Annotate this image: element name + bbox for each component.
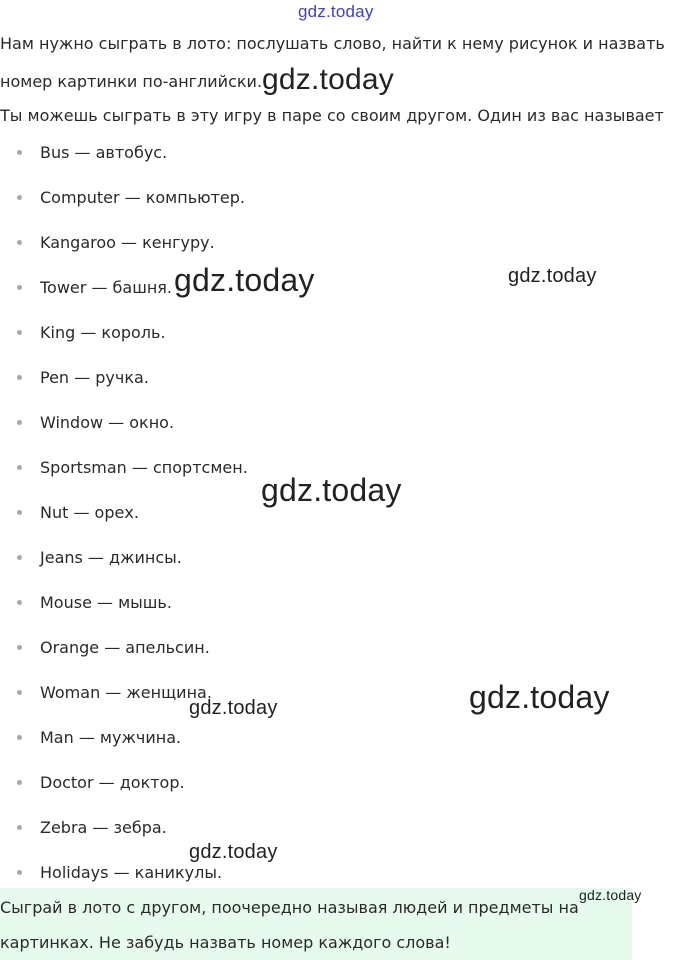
note-line-1: Сыграй в лото с другом, поочередно называя людей и предметы на xyxy=(0,898,579,917)
watermark-small-2: gdz.today xyxy=(189,697,278,719)
bullet-icon xyxy=(17,420,22,425)
bullet-icon xyxy=(17,870,22,875)
list-item-text: Orange — апельсин. xyxy=(40,638,210,657)
bullet-icon xyxy=(17,555,22,560)
note-line-2: картинках. Не забудь назвать номер каждого слова! xyxy=(0,933,451,952)
intro-paragraph xyxy=(0,26,680,100)
intro-line-2 xyxy=(0,62,680,100)
note-text xyxy=(0,890,579,960)
list-item-text: Window — окно. xyxy=(40,413,175,432)
note-box xyxy=(0,888,632,960)
list-item xyxy=(0,400,248,445)
bullet-icon xyxy=(17,735,22,740)
bullet-icon xyxy=(17,510,22,515)
list-item xyxy=(0,310,248,355)
list-item-text: King — король. xyxy=(40,323,166,342)
bullet-icon xyxy=(17,825,22,830)
list-item xyxy=(0,445,248,490)
list-item-text: Man — мужчина. xyxy=(40,728,182,747)
list-item-text: Jeans — джинсы. xyxy=(40,548,182,567)
watermark-large-3: gdz.today xyxy=(469,679,610,715)
list-item xyxy=(0,220,248,265)
intro-line-3: Ты можешь сыграть в эту игру в паре со своим другом. Один из вас называет xyxy=(0,106,664,125)
bullet-icon xyxy=(17,375,22,380)
list-item xyxy=(0,535,248,580)
list-item xyxy=(0,715,248,760)
list-item xyxy=(0,760,248,805)
list-item-text: Doctor — доктор. xyxy=(40,773,185,792)
list-item xyxy=(0,355,248,400)
list-item-text: Tower — башня. xyxy=(40,278,173,297)
list-item-text: Pen — ручка. xyxy=(40,368,149,387)
list-item-text: Bus — автобус. xyxy=(40,143,168,162)
list-item xyxy=(0,130,248,175)
bullet-icon xyxy=(17,240,22,245)
list-item-text: Kangaroo — кенгуру. xyxy=(40,233,215,252)
watermark-large-2: gdz.today xyxy=(261,472,402,508)
bullet-icon xyxy=(17,645,22,650)
list-item xyxy=(0,490,248,535)
bullet-icon xyxy=(17,690,22,695)
list-item xyxy=(0,625,248,670)
vocabulary-list xyxy=(0,130,248,895)
list-item-text: Zebra — зебра. xyxy=(40,818,167,837)
list-item xyxy=(0,580,248,625)
bullet-icon xyxy=(17,600,22,605)
watermark-small-3: gdz.today xyxy=(189,841,278,863)
bullet-icon xyxy=(17,330,22,335)
bullet-icon xyxy=(17,150,22,155)
intro-line-2-text: номер картинки по-английски. xyxy=(0,72,263,91)
bullet-icon xyxy=(17,780,22,785)
watermark-large-1: gdz.today xyxy=(174,262,315,298)
list-item-text: Computer — компьютер. xyxy=(40,188,245,207)
list-item-text: Mouse — мышь. xyxy=(40,593,172,612)
watermark-small-4: gdz.today xyxy=(579,887,642,903)
bullet-icon xyxy=(17,285,22,290)
list-item-text: Nut — орех. xyxy=(40,503,139,522)
bullet-icon xyxy=(17,195,22,200)
watermark-inline: gdz.today xyxy=(262,63,394,96)
list-item-text: Woman — женщина. xyxy=(40,683,212,702)
watermark-small-1: gdz.today xyxy=(508,265,597,287)
list-item-text: Sportsman — спортсмен. xyxy=(40,458,248,477)
intro-line-1: Нам нужно сыграть в лото: послушать слово, найти к нему рисунок и назвать xyxy=(0,34,665,53)
bullet-icon xyxy=(17,465,22,470)
list-item xyxy=(0,175,248,220)
watermark-top: gdz.today xyxy=(298,2,374,21)
list-item-text: Holidays — каникулы. xyxy=(40,863,223,882)
